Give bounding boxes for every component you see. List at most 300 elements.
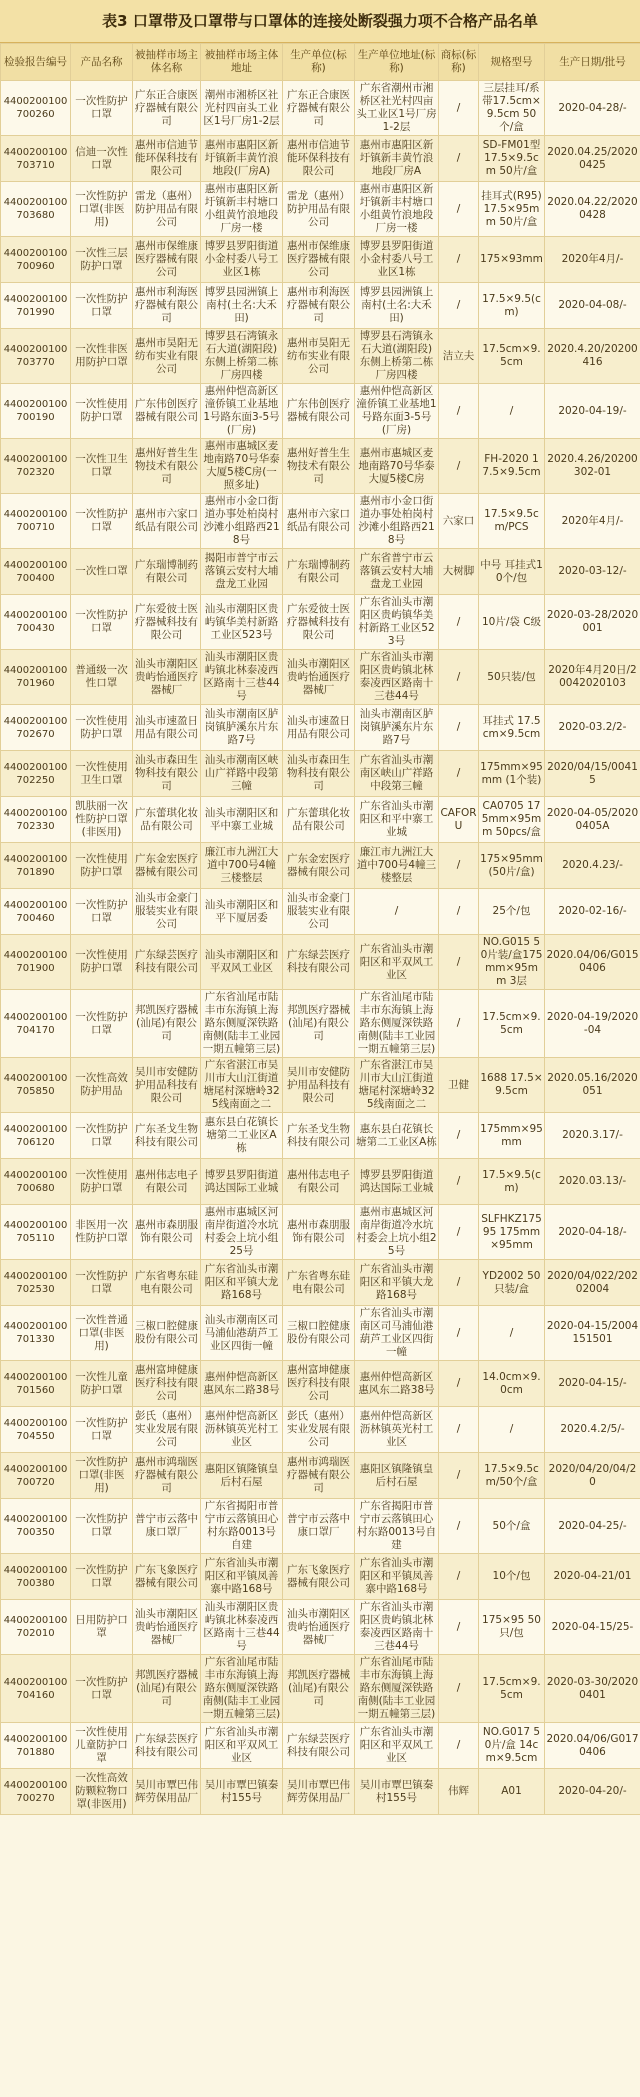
sampled-address-cell: 汕头市潮南区司马浦仙港葫芦工业区四街一幢 (201, 1306, 283, 1361)
table-title: 表3 口罩带及口罩带与口罩体的连接处断裂强力项不合格产品名单 (0, 0, 640, 43)
product-name-cell: 一次性防护口罩 (71, 595, 133, 650)
product-name-cell: 一次性口罩 (71, 549, 133, 595)
manufacturer-address-cell: 博罗县园洲镇上南村(土名:大禾田) (355, 283, 439, 329)
manufacturer-cell: 广东正合康医疗器械有限公司 (283, 81, 355, 136)
manufacturer-address-cell: 博罗县石湾镇永石大道(湖阳段)东侧上桥第二栋厂房四楼 (355, 329, 439, 384)
spec-cell: / (479, 1306, 545, 1361)
trademark-cell: / (439, 705, 479, 751)
spec-cell: 耳挂式 17.5cm×9.5cm (479, 705, 545, 751)
sampled-address-cell: 惠东县白花镇长塘第二工业区A栋 (201, 1113, 283, 1159)
manufacturer-address-cell: 惠州仲恺高新区沥林镇英光村工业区 (355, 1407, 439, 1453)
production-date-cell: 2020-02-16/- (545, 889, 640, 935)
trademark-cell: / (439, 1306, 479, 1361)
report-number-cell: 4400200100700380 (1, 1554, 71, 1600)
spec-cell: 175×95mm(50片/盒) (479, 843, 545, 889)
manufacturer-address-cell: 广东省汕头市潮阳区和平镇凤善寨中路168号 (355, 1554, 439, 1600)
sampled-address-cell: 广东省汕尾市陆丰市东海镇上海路东侧厦深铁路南侧(陆丰工业园一期五幢第三层) (201, 1655, 283, 1723)
manufacturer-cell: 邦凯医疗器械(汕尾)有限公司 (283, 1655, 355, 1723)
product-name-cell: 一次性使用卫生口罩 (71, 751, 133, 797)
spec-cell: CA0705 175mm×95mm 50pcs/盒 (479, 797, 545, 843)
manufacturer-cell: 彭氏（惠州）实业发展有限公司 (283, 1407, 355, 1453)
product-name-cell: 日用防护口罩 (71, 1600, 133, 1655)
sampled-entity-cell: 汕头市潮阳区贵屿怡通医疗器械厂 (133, 650, 201, 705)
manufacturer-cell: 惠州市六家口纸品有限公司 (283, 494, 355, 549)
spec-cell: 17.5×9.5cm/50个/盒 (479, 1453, 545, 1499)
trademark-cell: / (439, 1260, 479, 1306)
trademark-cell: / (439, 1407, 479, 1453)
sampled-address-cell: 惠州市惠城区麦地南路70号华泰大厦5楼C房(一照多址) (201, 439, 283, 494)
col-header: 生产单位地址(标称) (355, 44, 439, 81)
table-row (1, 1453, 640, 1499)
sampled-entity-cell: 广东绿芸医疗科技有限公司 (133, 935, 201, 990)
product-name-cell: 凯肤丽一次性防护口罩(非医用) (71, 797, 133, 843)
sampled-address-cell: 广东省汕头市潮阳区和平双风工业区 (201, 1723, 283, 1769)
manufacturer-cell: 广东绿芸医疗科技有限公司 (283, 935, 355, 990)
manufacturer-address-cell: 惠州市小金口街道办事处柏岗村沙滩小组路西218号 (355, 494, 439, 549)
manufacturer-address-cell: 广东省潮州市湘桥区社光村四亩头工业区1号厂房1-2层 (355, 81, 439, 136)
trademark-cell: / (439, 1205, 479, 1260)
table-row (1, 935, 640, 990)
spec-cell: 中号 耳挂式10个/包 (479, 549, 545, 595)
production-date-cell: 2020.4.26/20200302-01 (545, 439, 640, 494)
product-name-cell: 信迪一次性口罩 (71, 136, 133, 182)
manufacturer-address-cell: 惠州市惠阳区新圩镇新丰黄竹浪地段厂房A (355, 136, 439, 182)
production-date-cell: 2020年4月/- (545, 494, 640, 549)
sampled-address-cell: 揭阳市普宁市云落镇云安村大埔盘龙工业园 (201, 549, 283, 595)
manufacturer-cell: 汕头市速盈日用品有限公司 (283, 705, 355, 751)
sampled-entity-cell: 惠州市森朋服饰有限公司 (133, 1205, 201, 1260)
sampled-address-cell: 惠阳区镇隆镇皇后村石屋 (201, 1453, 283, 1499)
trademark-cell: / (439, 1159, 479, 1205)
manufacturer-address-cell: 汕头市潮南区胪岗镇胪溪东片东路7号 (355, 705, 439, 751)
product-name-cell: 一次性防护口罩 (71, 1113, 133, 1159)
production-date-cell: 2020.04/06/G0170406 (545, 1723, 640, 1769)
product-name-cell: 一次性防护口罩 (71, 1655, 133, 1723)
sampled-entity-cell: 广东伟创医疗器械有限公司 (133, 384, 201, 439)
manufacturer-address-cell: 广东省汕头市潮阳区贵屿镇华美村新路工业区523号 (355, 595, 439, 650)
sampled-address-cell: 惠州市小金口街道办事处柏岗村沙滩小组路西218号 (201, 494, 283, 549)
sampled-address-cell: 广东省湛江市吴川市大山江街道塘尾村深塘岭325线南面之二 (201, 1058, 283, 1113)
product-name-cell: 一次性防护口罩 (71, 1499, 133, 1554)
report-number-cell: 4400200100704170 (1, 990, 71, 1058)
manufacturer-address-cell: 广东省汕尾市陆丰市东海镇上海路东侧厦深铁路南侧(陆丰工业园一期五幢第三层) (355, 1655, 439, 1723)
production-date-cell: 2020/04/20/04/20 (545, 1453, 640, 1499)
table-row (1, 1058, 640, 1113)
spec-cell: 175mm×95mm (479, 1113, 545, 1159)
report-number-cell: 4400200100701990 (1, 283, 71, 329)
product-name-cell: 一次性高效防颗粒物口罩(非医用) (71, 1769, 133, 1815)
unqualified-products-table (0, 43, 640, 1815)
manufacturer-address-cell: 广东省汕头市潮阳区和平镇大龙路168号 (355, 1260, 439, 1306)
sampled-entity-cell: 雷龙（惠州）防护用品有限公司 (133, 182, 201, 237)
sampled-entity-cell: 广东省粤东硅电有限公司 (133, 1260, 201, 1306)
product-name-cell: 一次性防护口罩 (71, 889, 133, 935)
table-row (1, 990, 640, 1058)
sampled-address-cell: 惠州市惠阳区新圩镇新丰黄竹浪地段(厂房A) (201, 136, 283, 182)
trademark-cell: / (439, 990, 479, 1058)
table-row (1, 705, 640, 751)
sampled-address-cell: 汕头市潮阳区贵屿镇华美村新路工业区523号 (201, 595, 283, 650)
manufacturer-cell: 普宁市云落中康口罩厂 (283, 1499, 355, 1554)
sampled-address-cell: 惠州仲恺高新区惠风东二路38号 (201, 1361, 283, 1407)
manufacturer-address-cell: 廉江市九洲江大道中700号4幢三楼整层 (355, 843, 439, 889)
table-row (1, 329, 640, 384)
manufacturer-cell: 吴川市安健防护用品科技有限公司 (283, 1058, 355, 1113)
sampled-entity-cell: 广东绿芸医疗科技有限公司 (133, 1723, 201, 1769)
production-date-cell: 2020-04-20/- (545, 1769, 640, 1815)
report-number-cell: 4400200100700190 (1, 384, 71, 439)
sampled-entity-cell: 吴川市安健防护用品科技有限公司 (133, 1058, 201, 1113)
manufacturer-cell: 汕头市潮阳区贵屿怡通医疗器械厂 (283, 1600, 355, 1655)
sampled-address-cell: 广东省汕尾市陆丰市东海镇上海路东侧厦深铁路南侧(陆丰工业园一期五幢第三层) (201, 990, 283, 1058)
table-row (1, 1159, 640, 1205)
production-date-cell: 2020-03-30/20200401 (545, 1655, 640, 1723)
manufacturer-cell: 惠州市森朋服饰有限公司 (283, 1205, 355, 1260)
trademark-cell: / (439, 81, 479, 136)
spec-cell: 17.5×9.5cm/PCS (479, 494, 545, 549)
sampled-entity-cell: 邦凯医疗器械(汕尾)有限公司 (133, 990, 201, 1058)
trademark-cell: / (439, 1600, 479, 1655)
report-number-cell: 4400200100706120 (1, 1113, 71, 1159)
manufacturer-address-cell: 广东省汕头市潮阳区贵屿镇北林泰凌西区路南十三巷44号 (355, 650, 439, 705)
sampled-address-cell: 汕头市潮阳区贵屿镇北林泰凌西区路南十三巷44号 (201, 1600, 283, 1655)
table-row (1, 1600, 640, 1655)
manufacturer-cell: 惠州市鸿瑞医疗器械有限公司 (283, 1453, 355, 1499)
report-number-cell: 4400200100701330 (1, 1306, 71, 1361)
production-date-cell: 2020.4.23/- (545, 843, 640, 889)
spec-cell: YD2002 50只装/盒 (479, 1260, 545, 1306)
manufacturer-address-cell: 惠州市惠城区河南岸街道冷水坑村委会上坑小组25号 (355, 1205, 439, 1260)
production-date-cell: 2020.05.16/2020051 (545, 1058, 640, 1113)
table-row (1, 81, 640, 136)
manufacturer-address-cell: 惠州市惠城区麦地南路70号华泰大厦5楼C房 (355, 439, 439, 494)
product-name-cell: 一次性使用儿童防护口罩 (71, 1723, 133, 1769)
manufacturer-cell: 惠州好普生生物技术有限公司 (283, 439, 355, 494)
manufacturer-cell: 广东圣戈生物科技有限公司 (283, 1113, 355, 1159)
table-row (1, 283, 640, 329)
table-row (1, 182, 640, 237)
sampled-address-cell: 汕头市潮南区峡山广祥路中段第三幢 (201, 751, 283, 797)
spec-cell: 14.0cm×9.0cm (479, 1361, 545, 1407)
production-date-cell: 2020-04-18/- (545, 1205, 640, 1260)
product-name-cell: 一次性防护口罩 (71, 990, 133, 1058)
report-number-cell: 4400200100703770 (1, 329, 71, 384)
product-name-cell: 一次性高效防护用品 (71, 1058, 133, 1113)
sampled-entity-cell: 广东瑞博制药有限公司 (133, 549, 201, 595)
production-date-cell: 2020.03.13/- (545, 1159, 640, 1205)
sampled-entity-cell: 惠州伟志电子有限公司 (133, 1159, 201, 1205)
table-row (1, 797, 640, 843)
sampled-address-cell: 博罗县石湾镇永石大道(湖阳段)东侧上桥第二栋厂房四楼 (201, 329, 283, 384)
manufacturer-address-cell: 惠州市惠阳区新圩镇新丰村塘口小组黄竹浪地段厂房一楼 (355, 182, 439, 237)
sampled-entity-cell: 惠州富坤健康医疗科技有限公司 (133, 1361, 201, 1407)
product-name-cell: 一次性卫生口罩 (71, 439, 133, 494)
manufacturer-cell: 广东绿芸医疗科技有限公司 (283, 1723, 355, 1769)
production-date-cell: 2020-04-15/25- (545, 1600, 640, 1655)
trademark-cell: / (439, 439, 479, 494)
sampled-address-cell: 惠州仲恺高新区沥林镇英光村工业区 (201, 1407, 283, 1453)
production-date-cell: 2020-04-15/2004151501 (545, 1306, 640, 1361)
manufacturer-cell: 邦凯医疗器械(汕尾)有限公司 (283, 990, 355, 1058)
col-header: 产品名称 (71, 44, 133, 81)
report-number-cell: 4400200100703680 (1, 182, 71, 237)
product-name-cell: 一次性防护口罩 (71, 1554, 133, 1600)
manufacturer-address-cell: 惠阳区镇隆镇皇后村石屋 (355, 1453, 439, 1499)
sampled-address-cell: 广东省汕头市潮阳区和平镇凤善寨中路168号 (201, 1554, 283, 1600)
sampled-address-cell: 汕头市潮阳区和平下厦居委 (201, 889, 283, 935)
report-number-cell: 4400200100700270 (1, 1769, 71, 1815)
production-date-cell: 2020-03-12/- (545, 549, 640, 595)
trademark-cell: / (439, 1113, 479, 1159)
sampled-address-cell: 博罗县罗阳街道鸿达国际工业城 (201, 1159, 283, 1205)
spec-cell: 17.5cm×9.5cm (479, 990, 545, 1058)
spec-cell: 175×95 50只/包 (479, 1600, 545, 1655)
manufacturer-cell: 惠州富坤健康医疗科技有限公司 (283, 1361, 355, 1407)
spec-cell: 17.5cm×9.5cm (479, 329, 545, 384)
manufacturer-address-cell: 博罗县罗阳街道小金村委八号工业区1栋 (355, 237, 439, 283)
report-number-cell: 4400200100705850 (1, 1058, 71, 1113)
production-date-cell: 2020-03-28/2020001 (545, 595, 640, 650)
table-row (1, 439, 640, 494)
trademark-cell: 卫健 (439, 1058, 479, 1113)
production-date-cell: 2020-04-08/- (545, 283, 640, 329)
production-date-cell: 2020-04-15/- (545, 1361, 640, 1407)
product-name-cell: 一次性普通口罩(非医用) (71, 1306, 133, 1361)
table-row (1, 1499, 640, 1554)
sampled-address-cell: 廉江市九洲江大道中700号4幢三楼整层 (201, 843, 283, 889)
table-row (1, 1407, 640, 1453)
manufacturer-cell: 汕头市潮阳区贵屿怡通医疗器械厂 (283, 650, 355, 705)
trademark-cell: / (439, 136, 479, 182)
spec-cell: 175mm×95mm (1个装) (479, 751, 545, 797)
report-number-cell: 4400200100700260 (1, 81, 71, 136)
trademark-cell: / (439, 751, 479, 797)
product-name-cell: 一次性防护口罩 (71, 1260, 133, 1306)
production-date-cell: 2020/04/022/20202004 (545, 1260, 640, 1306)
report-number-cell: 4400200100700960 (1, 237, 71, 283)
spec-cell: SD-FM01型 17.5×9.5cm 50片/盒 (479, 136, 545, 182)
manufacturer-address-cell: 广东省汕头市潮南区峡山广祥路中段第三幢 (355, 751, 439, 797)
spec-cell: 175×93mm (479, 237, 545, 283)
sampled-address-cell: 汕头市潮阳区贵屿镇北林泰凌西区路南十三巷44号 (201, 650, 283, 705)
manufacturer-cell: 汕头市森田生物科技有限公司 (283, 751, 355, 797)
trademark-cell: / (439, 843, 479, 889)
report-number-cell: 4400200100700430 (1, 595, 71, 650)
manufacturer-address-cell: 惠州仲恺高新区惠风东二路38号 (355, 1361, 439, 1407)
product-name-cell: 一次性使用防护口罩 (71, 384, 133, 439)
spec-cell: 10个/包 (479, 1554, 545, 1600)
table-row (1, 1361, 640, 1407)
trademark-cell: / (439, 1554, 479, 1600)
spec-cell: NO.G017 50片/盒 14cm×9.5cm (479, 1723, 545, 1769)
manufacturer-address-cell: 广东省揭阳市普宁市云落镇田心村东路0013号自建 (355, 1499, 439, 1554)
product-name-cell: 一次性防护口罩(非医用) (71, 1453, 133, 1499)
trademark-cell: 六家口 (439, 494, 479, 549)
sampled-entity-cell: 广东圣戈生物科技有限公司 (133, 1113, 201, 1159)
report-number-cell: 4400200100705110 (1, 1205, 71, 1260)
sampled-entity-cell: 汕头市金豪门服装实业有限公司 (133, 889, 201, 935)
product-name-cell: 普通级一次性口罩 (71, 650, 133, 705)
trademark-cell: / (439, 1453, 479, 1499)
trademark-cell: / (439, 935, 479, 990)
spec-cell: 挂耳式(R95) 17.5×95mm 50片/盒 (479, 182, 545, 237)
sampled-entity-cell: 广东爱彼士医疗器械科技有限公司 (133, 595, 201, 650)
spec-cell: 25个/包 (479, 889, 545, 935)
trademark-cell: / (439, 283, 479, 329)
product-name-cell: 一次性使用防护口罩 (71, 1159, 133, 1205)
table-row (1, 384, 640, 439)
manufacturer-cell: 惠州伟志电子有限公司 (283, 1159, 355, 1205)
report-number-cell: 4400200100701560 (1, 1361, 71, 1407)
sampled-address-cell: 吴川市覃巴镇秦村155号 (201, 1769, 283, 1815)
trademark-cell: / (439, 595, 479, 650)
table-row (1, 494, 640, 549)
sampled-entity-cell: 惠州市信迪节能环保科技有限公司 (133, 136, 201, 182)
report-number-cell: 4400200100702320 (1, 439, 71, 494)
manufacturer-cell: 广东爱彼士医疗器械科技有限公司 (283, 595, 355, 650)
product-name-cell: 一次性非医用防护口罩 (71, 329, 133, 384)
product-name-cell: 一次性防护口罩 (71, 1407, 133, 1453)
production-date-cell: 2020.04/06/G0150406 (545, 935, 640, 990)
sampled-address-cell: 汕头市潮南区胪岗镇胪溪东片东路7号 (201, 705, 283, 751)
spec-cell: A01 (479, 1769, 545, 1815)
product-name-cell: 一次性防护口罩 (71, 81, 133, 136)
report-number-cell: 4400200100700720 (1, 1453, 71, 1499)
table-row (1, 136, 640, 182)
manufacturer-address-cell: 广东省普宁市云落镇云安村大埔盘龙工业园 (355, 549, 439, 595)
sampled-entity-cell: 惠州市利海医疗器械有限公司 (133, 283, 201, 329)
manufacturer-address-cell: 广东省湛江市吴川市大山江街道塘尾村深塘岭325线南面之二 (355, 1058, 439, 1113)
product-name-cell: 一次性使用防护口罩 (71, 705, 133, 751)
sampled-address-cell: 惠州市惠阳区新圩镇新丰村塘口小组黄竹浪地段厂房一楼 (201, 182, 283, 237)
trademark-cell: 伟辉 (439, 1769, 479, 1815)
table-row (1, 1554, 640, 1600)
table-row (1, 1260, 640, 1306)
header-row (1, 44, 640, 81)
trademark-cell: / (439, 1361, 479, 1407)
product-name-cell: 一次性儿童防护口罩 (71, 1361, 133, 1407)
spec-cell: / (479, 384, 545, 439)
sampled-entity-cell: 汕头市速盈日用品有限公司 (133, 705, 201, 751)
manufacturer-cell: 惠州市信迪节能环保科技有限公司 (283, 136, 355, 182)
production-date-cell: 2020-04-21/01 (545, 1554, 640, 1600)
col-header: 被抽样市场主体名称 (133, 44, 201, 81)
manufacturer-address-cell: 广东省汕头市潮阳区贵屿镇北林泰凌西区路南十三巷44号 (355, 1600, 439, 1655)
production-date-cell: 2020.3.17/- (545, 1113, 640, 1159)
sampled-entity-cell: 汕头市潮阳区贵屿怡通医疗器械厂 (133, 1600, 201, 1655)
col-header: 商标(标称) (439, 44, 479, 81)
spec-cell: 17.5cm×9.5cm (479, 1655, 545, 1723)
manufacturer-cell: 吴川市覃巴伟辉劳保用品厂 (283, 1769, 355, 1815)
sampled-address-cell: 博罗县园洲镇上南村(土名:大禾田) (201, 283, 283, 329)
spec-cell: 50只装/包 (479, 650, 545, 705)
production-date-cell: 2020-04-28/- (545, 81, 640, 136)
table-row (1, 889, 640, 935)
sampled-entity-cell: 广东金宏医疗器械有限公司 (133, 843, 201, 889)
trademark-cell: / (439, 237, 479, 283)
manufacturer-cell: 广东省粤东硅电有限公司 (283, 1260, 355, 1306)
spec-cell: 10片/袋 C级 (479, 595, 545, 650)
sampled-entity-cell: 普宁市云落中康口罩厂 (133, 1499, 201, 1554)
table-row (1, 1655, 640, 1723)
report-number-cell: 4400200100700680 (1, 1159, 71, 1205)
sampled-address-cell: 惠州仲恺高新区潼侨镇工业基地1号路东面3-5号(厂房) (201, 384, 283, 439)
sampled-entity-cell: 惠州市昊阳无纺布实业有限公司 (133, 329, 201, 384)
spec-cell: / (479, 1407, 545, 1453)
manufacturer-cell: 广东飞象医疗器械有限公司 (283, 1554, 355, 1600)
report-number-cell: 4400200100700350 (1, 1499, 71, 1554)
production-date-cell: 2020.4.2/5/- (545, 1407, 640, 1453)
table-row (1, 595, 640, 650)
sampled-entity-cell: 邦凯医疗器械(汕尾)有限公司 (133, 1655, 201, 1723)
production-date-cell: 2020-04-19/- (545, 384, 640, 439)
trademark-cell: / (439, 384, 479, 439)
manufacturer-address-cell: 广东省汕头市潮南区司马浦仙港葫芦工业区四街一幢 (355, 1306, 439, 1361)
report-number-cell: 4400200100702670 (1, 705, 71, 751)
sampled-entity-cell: 汕头市森田生物科技有限公司 (133, 751, 201, 797)
production-date-cell: 2020-04-25/- (545, 1499, 640, 1554)
sampled-address-cell: 汕头市潮阳区和平中寨工业城 (201, 797, 283, 843)
manufacturer-cell: 惠州市昊阳无纺布实业有限公司 (283, 329, 355, 384)
sampled-address-cell: 博罗县罗阳街道小金村委八号工业区1栋 (201, 237, 283, 283)
table-row (1, 650, 640, 705)
sampled-address-cell: 汕头市潮阳区和平双风工业区 (201, 935, 283, 990)
table-row (1, 1113, 640, 1159)
sampled-address-cell: 惠州市惠城区河南岸街道冷水坑村委会上坑小组25号 (201, 1205, 283, 1260)
manufacturer-address-cell: 广东省汕头市潮阳区和平中寨工业城 (355, 797, 439, 843)
spec-cell: 三层挂耳/系带17.5cm×9.5cm 50个/盒 (479, 81, 545, 136)
table-row (1, 549, 640, 595)
table-row (1, 1769, 640, 1815)
manufacturer-address-cell: 博罗县罗阳街道鸿达国际工业城 (355, 1159, 439, 1205)
manufacturer-cell: 惠州市保维康医疗器械有限公司 (283, 237, 355, 283)
manufacturer-address-cell: 惠东县白花镇长塘第二工业区A栋 (355, 1113, 439, 1159)
report-number-cell: 4400200100701880 (1, 1723, 71, 1769)
production-date-cell: 2020.4.20/20200416 (545, 329, 640, 384)
production-date-cell: 2020-03.2/2- (545, 705, 640, 751)
trademark-cell: / (439, 650, 479, 705)
spec-cell: FH-2020 17.5×9.5cm (479, 439, 545, 494)
spec-cell: NO.G015 50片装/盒175mm×95mm 3层 (479, 935, 545, 990)
trademark-cell: / (439, 182, 479, 237)
sampled-entity-cell: 广东飞象医疗器械有限公司 (133, 1554, 201, 1600)
report-number-cell: 4400200100704550 (1, 1407, 71, 1453)
product-name-cell: 一次性使用防护口罩 (71, 843, 133, 889)
manufacturer-address-cell: 广东省汕尾市陆丰市东海镇上海路东侧厦深铁路南侧(陆丰工业园一期五幢第三层) (355, 990, 439, 1058)
sampled-entity-cell: 惠州市保维康医疗器械有限公司 (133, 237, 201, 283)
product-name-cell: 一次性防护口罩 (71, 494, 133, 549)
report-number-cell: 4400200100700400 (1, 549, 71, 595)
manufacturer-cell: 惠州市利海医疗器械有限公司 (283, 283, 355, 329)
spec-cell: SLFHKZ17595 175mm×95mm (479, 1205, 545, 1260)
sampled-entity-cell: 广东正合康医疗器械有限公司 (133, 81, 201, 136)
manufacturer-address-cell: 广东省汕头市潮阳区和平双风工业区 (355, 935, 439, 990)
col-header: 被抽样市场主体地址 (201, 44, 283, 81)
table-row (1, 843, 640, 889)
spec-cell: 50个/盒 (479, 1499, 545, 1554)
manufacturer-cell: 广东瑞博制药有限公司 (283, 549, 355, 595)
product-name-cell: 一次性三层防护口罩 (71, 237, 133, 283)
manufacturer-address-cell: 吴川市覃巴镇秦村155号 (355, 1769, 439, 1815)
table-row (1, 1306, 640, 1361)
trademark-cell: 洁立夫 (439, 329, 479, 384)
sampled-entity-cell: 惠州好普生生物技术有限公司 (133, 439, 201, 494)
spec-cell: 1688 17.5×9.5cm (479, 1058, 545, 1113)
sampled-address-cell: 广东省汕头市潮阳区和平镇大龙路168号 (201, 1260, 283, 1306)
trademark-cell: / (439, 1655, 479, 1723)
report-number-cell: 4400200100704160 (1, 1655, 71, 1723)
manufacturer-cell: 雷龙（惠州）防护用品有限公司 (283, 182, 355, 237)
